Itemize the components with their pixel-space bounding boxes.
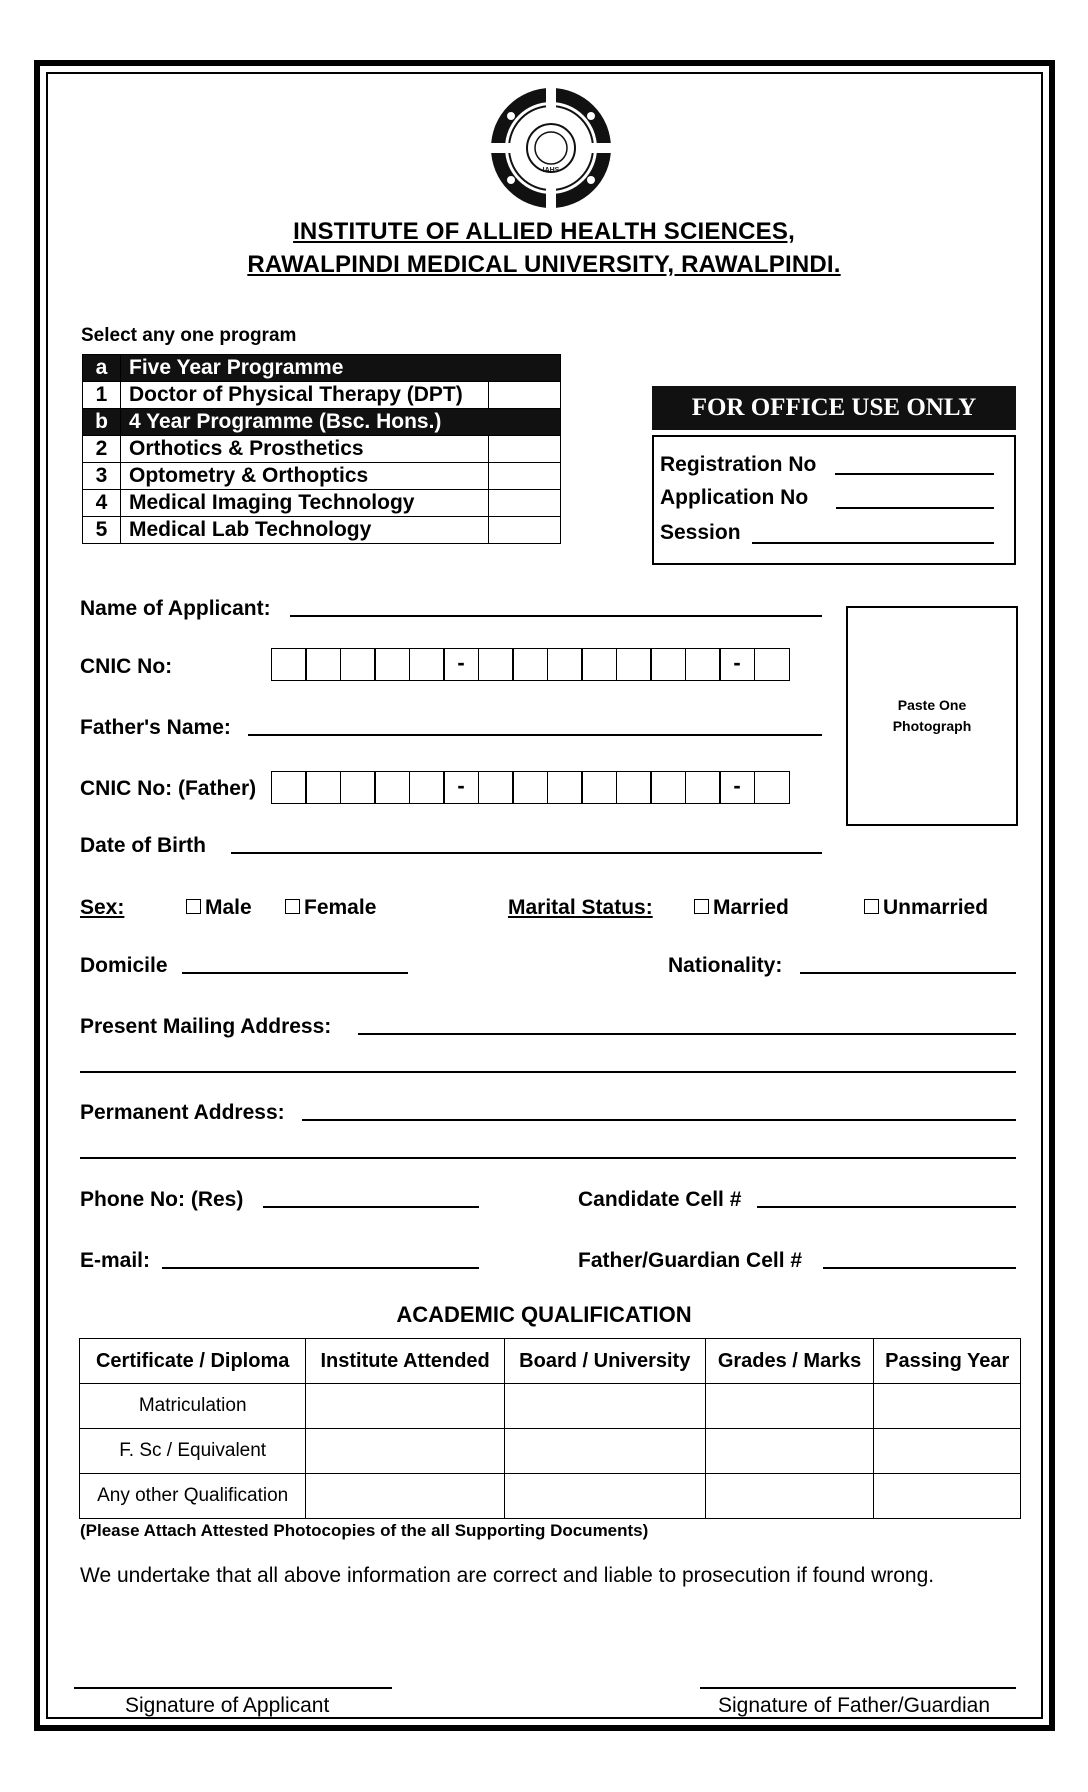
guardian-signature-label: Signature of Father/Guardian — [718, 1694, 990, 1717]
program-number: a — [83, 355, 121, 382]
cnic-dash: - — [443, 771, 479, 804]
qualification-name: Any other Qualification — [80, 1474, 306, 1519]
guardian-cell-line[interactable] — [823, 1267, 1016, 1269]
cnic-digit-box[interactable] — [685, 648, 721, 681]
program-name: Medical Lab Technology — [121, 517, 489, 544]
permanent-address-label: Permanent Address: — [80, 1101, 285, 1124]
program-name: Medical Imaging Technology — [121, 490, 489, 517]
cnic-digit-box[interactable] — [409, 771, 445, 804]
cnic-dash: - — [719, 771, 755, 804]
candidate-cell-label: Candidate Cell # — [578, 1188, 742, 1211]
cnic-digit-box[interactable] — [685, 771, 721, 804]
academic-heading: ACADEMIC QUALIFICATION — [396, 1302, 692, 1327]
cnic-digit-box[interactable] — [409, 648, 445, 681]
academic-input-cell[interactable] — [874, 1429, 1021, 1474]
cnic-digit-box[interactable] — [340, 771, 376, 804]
phone-line[interactable] — [263, 1206, 479, 1208]
candidate-cell-line[interactable] — [757, 1206, 1016, 1208]
female-checkbox[interactable] — [285, 899, 300, 914]
mailing-address-line2[interactable] — [80, 1071, 1016, 1073]
guardian-cell-label: Father/Guardian Cell # — [578, 1249, 803, 1272]
cnic-label: CNIC No: — [80, 655, 173, 678]
registration-line[interactable] — [835, 473, 994, 475]
father-name-line[interactable] — [248, 734, 822, 736]
dob-line[interactable] — [231, 852, 822, 854]
academic-column-header: Grades / Marks — [705, 1339, 874, 1384]
program-row[interactable] — [83, 436, 561, 463]
program-check-cell[interactable] — [489, 490, 561, 517]
married-option[interactable]: Married — [694, 896, 789, 920]
applicant-signature-label: Signature of Applicant — [125, 1694, 330, 1717]
program-name: Doctor of Physical Therapy (DPT) — [121, 382, 489, 409]
institute-title: INSTITUTE OF ALLIED HEALTH SCIENCES, — [293, 218, 795, 245]
program-number: 2 — [83, 436, 121, 463]
mailing-address-label: Present Mailing Address: — [80, 1015, 332, 1038]
photo-box[interactable] — [846, 606, 1018, 826]
male-option[interactable]: Male — [186, 896, 252, 920]
cnic-digit-box[interactable] — [271, 771, 307, 804]
academic-input-cell[interactable] — [874, 1474, 1021, 1519]
academic-input-cell[interactable] — [306, 1384, 505, 1429]
domicile-label: Domicile — [80, 954, 168, 977]
academic-input-cell[interactable] — [504, 1429, 705, 1474]
cnic-digit-box[interactable] — [271, 648, 307, 681]
cnic-digit-box[interactable] — [650, 648, 686, 681]
qualification-name: Matriculation — [80, 1384, 306, 1429]
academic-table — [79, 1338, 1021, 1519]
cnic-digit-box[interactable] — [754, 648, 790, 681]
cnic-digit-box[interactable] — [512, 771, 548, 804]
unmarried-checkbox[interactable] — [864, 899, 879, 914]
cnic-digit-box[interactable] — [754, 771, 790, 804]
cnic-digit-box[interactable] — [305, 648, 341, 681]
academic-column-header: Passing Year — [874, 1339, 1021, 1384]
table-row — [80, 1429, 1021, 1474]
phone-label: Phone No: (Res) — [80, 1188, 244, 1211]
cnic-dash: - — [719, 648, 755, 681]
email-line[interactable] — [162, 1267, 479, 1269]
cnic-digit-box[interactable] — [581, 771, 617, 804]
application-line[interactable] — [836, 507, 994, 509]
office-use-heading: FOR OFFICE USE ONLY — [652, 386, 1016, 430]
program-check-cell[interactable] — [489, 463, 561, 490]
registration-label: Registration No — [660, 453, 817, 476]
cnic-boxes[interactable] — [272, 648, 790, 681]
program-row[interactable] — [83, 463, 561, 490]
logo-center-text: IAHS — [542, 167, 560, 174]
program-name: Orthotics & Prosthetics — [121, 436, 489, 463]
declaration-text: We undertake that all above information are correct and liable to prosecution if found wrong. — [80, 1564, 935, 1587]
cnic-digit-box[interactable] — [305, 771, 341, 804]
marital-status-label: Marital Status: — [508, 896, 653, 919]
program-row — [83, 355, 561, 382]
academic-input-cell[interactable] — [874, 1384, 1021, 1429]
photo-text-line2: Photograph — [892, 718, 972, 734]
father-cnic-boxes[interactable] — [272, 771, 790, 804]
cnic-digit-box[interactable] — [547, 771, 583, 804]
name-label: Name of Applicant: — [80, 597, 271, 620]
female-option[interactable]: Female — [285, 896, 376, 920]
academic-column-header: Board / University — [504, 1339, 705, 1384]
program-number: 5 — [83, 517, 121, 544]
program-row — [83, 409, 561, 436]
table-row — [80, 1384, 1021, 1429]
program-row[interactable] — [83, 382, 561, 409]
program-number: 1 — [83, 382, 121, 409]
cnic-digit-box[interactable] — [340, 648, 376, 681]
cnic-digit-box[interactable] — [650, 771, 686, 804]
program-check-cell[interactable] — [489, 382, 561, 409]
father-name-label: Father's Name: — [80, 716, 231, 739]
program-name: 4 Year Programme (Bsc. Hons.) — [121, 409, 561, 436]
program-name: Five Year Programme — [121, 355, 561, 382]
cnic-digit-box[interactable] — [616, 648, 652, 681]
qualification-name: F. Sc / Equivalent — [80, 1429, 306, 1474]
unmarried-option[interactable]: Unmarried — [864, 896, 988, 920]
academic-column-header: Institute Attended — [306, 1339, 505, 1384]
session-line[interactable] — [752, 542, 994, 544]
program-number: b — [83, 409, 121, 436]
university-title: RAWALPINDI MEDICAL UNIVERSITY, RAWALPINDI. — [247, 251, 841, 278]
nationality-label: Nationality: — [668, 954, 783, 977]
academic-input-cell[interactable] — [705, 1474, 874, 1519]
program-check-cell[interactable] — [489, 436, 561, 463]
name-input-line[interactable] — [290, 615, 822, 617]
nationality-line[interactable] — [800, 972, 1016, 974]
cnic-digit-box[interactable] — [478, 771, 514, 804]
program-number: 4 — [83, 490, 121, 517]
cnic-digit-box[interactable] — [374, 648, 410, 681]
academic-input-cell[interactable] — [705, 1429, 874, 1474]
institute-logo-icon — [489, 86, 613, 210]
academic-input-cell[interactable] — [705, 1384, 874, 1429]
married-checkbox[interactable] — [694, 899, 709, 914]
cnic-digit-box[interactable] — [374, 771, 410, 804]
cnic-digit-box[interactable] — [478, 648, 514, 681]
academic-input-cell[interactable] — [306, 1429, 505, 1474]
dob-label: Date of Birth — [80, 834, 206, 857]
program-table — [82, 354, 561, 544]
academic-input-cell[interactable] — [306, 1474, 505, 1519]
application-label: Application No — [660, 486, 809, 509]
cnic-digit-box[interactable] — [547, 648, 583, 681]
program-row[interactable] — [83, 490, 561, 517]
cnic-digit-box[interactable] — [616, 771, 652, 804]
applicant-signature-line[interactable] — [74, 1687, 392, 1689]
cnic-dash: - — [443, 648, 479, 681]
academic-column-header: Certificate / Diploma — [80, 1339, 306, 1384]
program-check-cell[interactable] — [489, 517, 561, 544]
permanent-address-line2[interactable] — [80, 1157, 1016, 1159]
permanent-address-line1[interactable] — [302, 1119, 1016, 1121]
academic-input-cell[interactable] — [504, 1384, 705, 1429]
table-row — [80, 1474, 1021, 1519]
program-select-label: Select any one program — [81, 325, 297, 346]
male-checkbox[interactable] — [186, 899, 201, 914]
photo-text-line1: Paste One — [897, 697, 967, 713]
guardian-signature-line[interactable] — [700, 1687, 1016, 1689]
domicile-line[interactable] — [182, 972, 408, 974]
cnic-digit-box[interactable] — [512, 648, 548, 681]
sex-label: Sex: — [80, 896, 125, 919]
program-number: 3 — [83, 463, 121, 490]
program-row[interactable] — [83, 517, 561, 544]
session-label: Session — [660, 521, 741, 544]
cnic-digit-box[interactable] — [581, 648, 617, 681]
attach-note: (Please Attach Attested Photocopies of the all Supporting Documents) — [80, 1521, 649, 1540]
mailing-address-line1[interactable] — [358, 1033, 1016, 1035]
father-cnic-label: CNIC No: (Father) — [80, 777, 257, 800]
email-label: E-mail: — [80, 1249, 151, 1272]
academic-input-cell[interactable] — [504, 1474, 705, 1519]
program-name: Optometry & Orthoptics — [121, 463, 489, 490]
